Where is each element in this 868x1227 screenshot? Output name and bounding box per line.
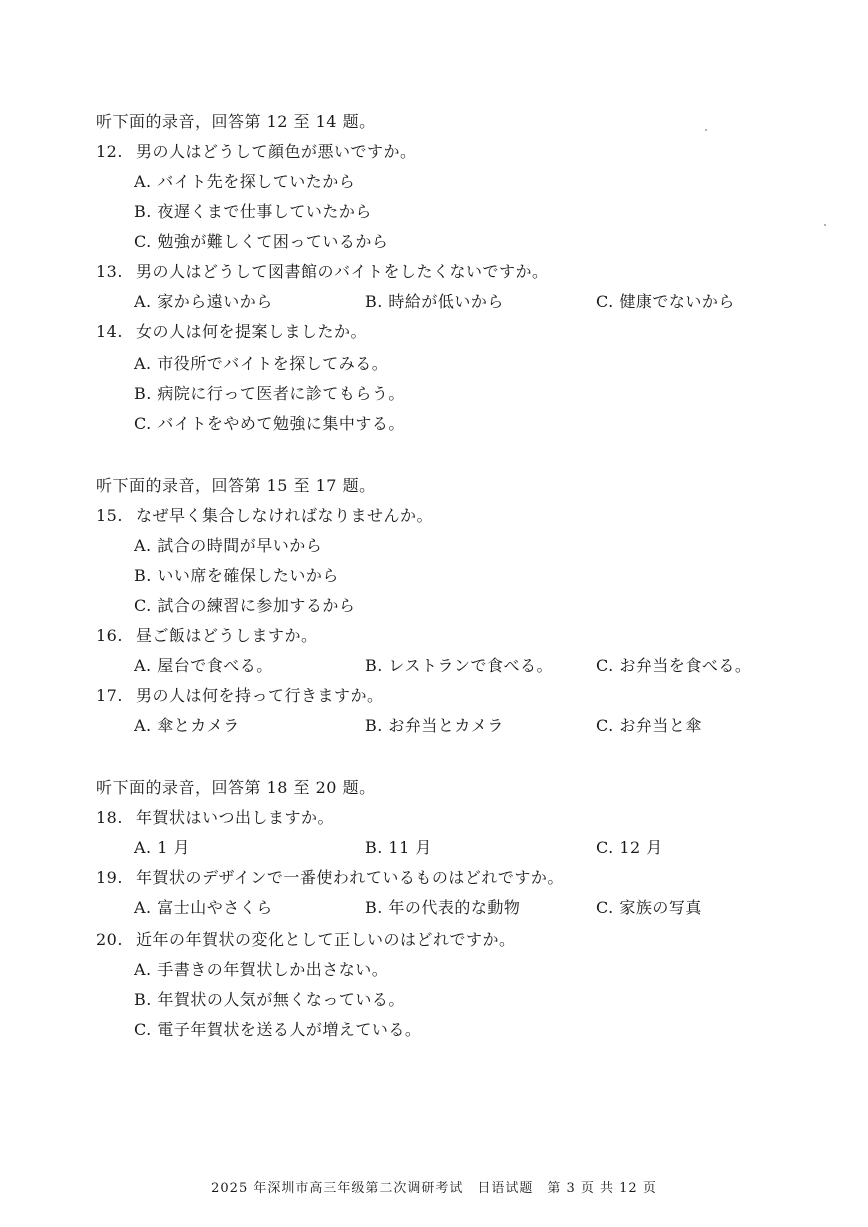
question-number: 17. (96, 686, 123, 705)
question-number: 20. (96, 930, 123, 949)
question-text: 年賀状はいつ出しますか。 (136, 808, 335, 827)
question-text: 近年の年賀状の変化として正しいのはどれですか。 (136, 930, 516, 949)
question-text: 女の人は何を提案しましたか。 (136, 322, 368, 341)
option-c: C. 電子年賀状を送る人が増えている。 (134, 1020, 422, 1039)
option-c: C. 12 月 (596, 838, 663, 857)
question-text: なぜ早く集合しなければなりませんか。 (136, 506, 434, 525)
option-a: A. 屋台で食べる。 (134, 656, 273, 675)
question-number: 14. (96, 322, 123, 341)
option-a: A. バイト先を探していたから (134, 172, 356, 191)
option-b: B. 病院に行って医者に診てもらう。 (134, 384, 405, 403)
option-b: B. 年賀状の人気が無くなっている。 (134, 990, 405, 1009)
question-12 (96, 142, 417, 162)
option-b: B. レストランで食べる。 (365, 656, 553, 675)
option-b: B. 時給が低いから (365, 292, 504, 311)
option-a: A. 試合の時間が早いから (134, 536, 323, 555)
section-intro: 听下面的录音，回答第 18 至 20 题。 (96, 778, 376, 797)
scan-speck (705, 129, 707, 131)
question-19 (96, 868, 564, 888)
question-16 (96, 626, 318, 646)
option-a: A. 傘とカメラ (134, 716, 240, 735)
option-a: A. 1 月 (134, 838, 190, 857)
option-c: C. 家族の写真 (596, 898, 702, 917)
question-number: 12. (96, 142, 123, 161)
question-number: 15. (96, 506, 123, 525)
option-b: B. 年の代表的な動物 (365, 898, 521, 917)
question-number: 19. (96, 868, 123, 887)
question-13 (96, 262, 549, 282)
option-c: C. 試合の練習に参加するから (134, 596, 356, 615)
option-c: C. お弁当と傘 (596, 716, 702, 735)
question-20 (96, 930, 516, 950)
question-18 (96, 808, 334, 828)
question-14 (96, 322, 367, 342)
option-a: A. 家から遠いから (134, 292, 273, 311)
question-number: 16. (96, 626, 123, 645)
page-footer: 2025 年深圳市高三年级第二次调研考试 日语试题 第 3 页 共 12 页 (211, 1181, 657, 1196)
section-intro: 听下面的录音，回答第 15 至 17 题。 (96, 476, 376, 495)
scan-speck (824, 224, 826, 226)
option-c: C. お弁当を食べる。 (596, 656, 752, 675)
option-c: C. 勉強が難しくて困っているから (134, 232, 389, 251)
question-text: 年賀状のデザインで一番使われているものはどれですか。 (136, 868, 564, 887)
question-text: 男の人はどうして顔色が悪いですか。 (136, 142, 417, 161)
question-number: 13. (96, 262, 123, 281)
option-a: A. 市役所でバイトを探してみる。 (134, 354, 389, 373)
option-c: C. バイトをやめて勉強に集中する。 (134, 414, 405, 433)
question-number: 18. (96, 808, 123, 827)
option-b: B. いい席を確保したいから (134, 566, 339, 585)
question-text: 昼ご飯はどうしますか。 (136, 626, 318, 645)
option-b: B. お弁当とカメラ (365, 716, 504, 735)
option-b: B. 夜遅くまで仕事していたから (134, 202, 372, 221)
option-b: B. 11 月 (365, 838, 432, 857)
question-15 (96, 506, 433, 526)
question-text: 男の人は何を持って行きますか。 (136, 686, 384, 705)
option-c: C. 健康でないから (596, 292, 735, 311)
option-a: A. 富士山やさくら (134, 898, 273, 917)
option-a: A. 手書きの年賀状しか出さない。 (134, 960, 389, 979)
section-intro: 听下面的录音，回答第 12 至 14 题。 (96, 112, 376, 131)
question-17 (96, 686, 384, 706)
question-text: 男の人はどうして図書館のバイトをしたくないですか。 (136, 262, 549, 281)
